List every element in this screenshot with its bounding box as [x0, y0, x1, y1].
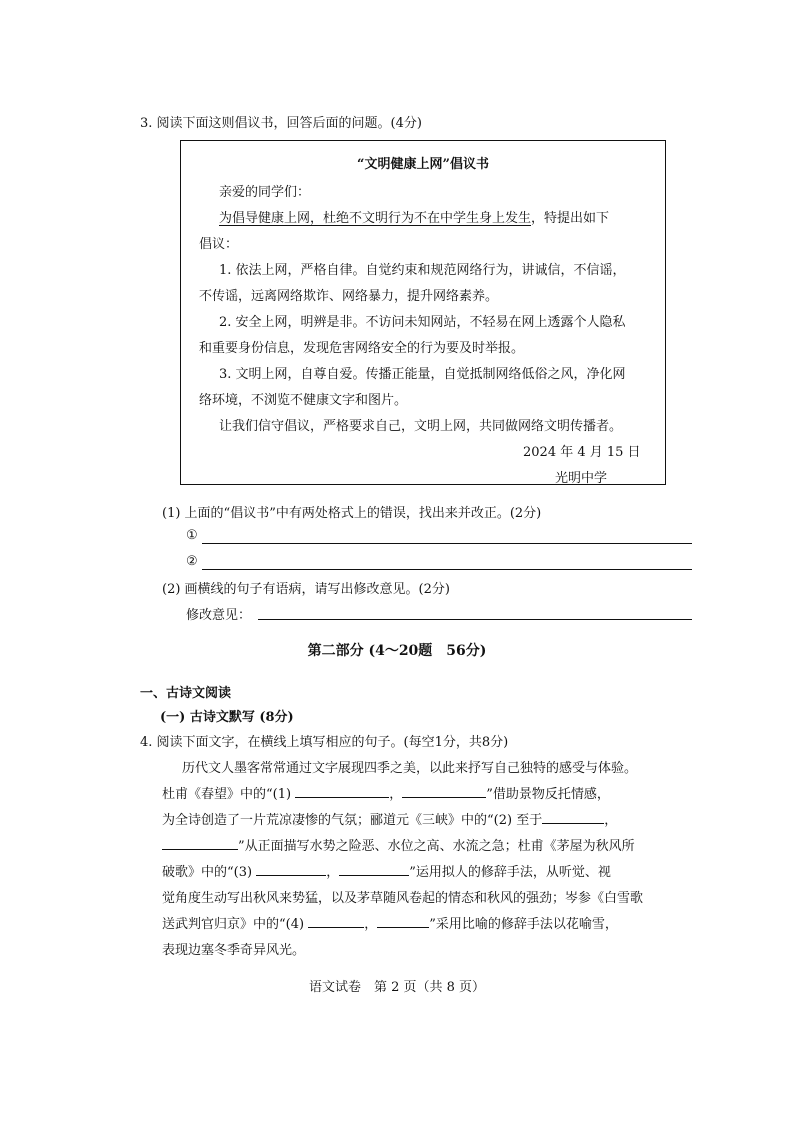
answer-line-2[interactable] [202, 569, 692, 570]
q4-line2-c: ”借助景物反托情感， [486, 787, 610, 802]
revision-line[interactable] [258, 619, 692, 620]
q4-line1: 历代文人墨客常常通过文字展现四季之美，以此来抒写自己独特的感受与体验。 [182, 761, 638, 776]
sub1-prompt: (1) 上面的“倡议书”中有两处格式上的错误，找出来并改正。(2分) [162, 506, 542, 521]
proposal-signature: 光明中学 [555, 471, 608, 486]
q4-line3 [162, 809, 617, 828]
q4-line2-a: 杜甫《春望》中的“(1) [162, 787, 292, 802]
q4-line3-comma: ， [604, 813, 618, 828]
page-footer: 语文试卷 第 2 页（共 8 页） [308, 980, 486, 995]
section1-heading: 一、古诗文阅读 [140, 686, 232, 701]
proposal-item3-line2: 络环境，不浏览不健康文字和图片。 [199, 393, 408, 408]
revision-label: 修改意见： [186, 608, 252, 623]
blank-1a[interactable] [295, 785, 389, 798]
question3-prompt: 3. 阅读下面这则倡议书，回答后面的问题。(4分) [140, 116, 422, 131]
blank-4a[interactable] [308, 915, 364, 928]
proposal-item3-line1: 3. 文明上网，自尊自爱。传播正能量，自觉抵制网络低俗之风，净化网 [219, 367, 626, 382]
q4-line7 [162, 913, 618, 932]
answer-mark-1: ① [186, 528, 198, 543]
q4-line4-a: ”从正面描写水势之险恶、水位之高、水流之急；杜甫《茅屋为秋风所 [238, 839, 635, 854]
answer-line-1[interactable] [202, 543, 692, 544]
question4-prompt: 4. 阅读下面文字，在横线上填写相应的句子。(每空1分，共8分) [140, 735, 509, 750]
q4-line4 [162, 835, 635, 854]
underlined-sentence: 为倡导健康上网，杜绝不文明行为不在中学生身上发生 [219, 211, 532, 226]
q4-line5-a: 破歌》中的“(3) [162, 865, 253, 880]
q4-line7-c: ”采用比喻的修辞手法以花喻雪， [429, 917, 618, 932]
blank-3a[interactable] [256, 863, 326, 876]
proposal-item2-line1: 2. 安全上网，明辨是非。不访问未知网站，不轻易在网上透露个人隐私 [219, 315, 626, 330]
proposal-intro-line2: 倡议： [199, 237, 239, 252]
proposal-date: 2024 年 4 月 15 日 [523, 445, 641, 460]
q4-line2 [162, 783, 610, 802]
q4-line6: 觉角度生动写出秋风来势猛，以及茅草随风卷起的情态和秋风的强劲；岑参《白雪歌 [162, 891, 644, 906]
blank-2a[interactable] [542, 811, 604, 824]
q4-line5-comma: ， [326, 865, 340, 880]
q4-line5 [162, 861, 611, 880]
proposal-box [180, 140, 666, 485]
proposal-item1-line2: 不传谣，远离网络欺诈、网络暴力，提升网络素养。 [199, 289, 499, 304]
proposal-closing: 让我们信守倡议，严格要求自己，文明上网，共同做网络文明传播者。 [219, 419, 623, 434]
q4-line3-a: 为全诗创造了一片荒凉凄惨的气氛；郦道元《三峡》中的“(2) 至于 [162, 813, 543, 828]
q4-line2-comma: ， [389, 787, 403, 802]
q4-line5-c: ”运用拟人的修辞手法，从听觉、视 [409, 865, 611, 880]
sub2-prompt: (2) 画横线的句子有语病，请写出修改意见。(2分) [162, 582, 450, 597]
q4-line7-comma: ， [364, 917, 378, 932]
proposal-intro [219, 207, 651, 226]
proposal-title: “文明健康上网”倡议书 [357, 157, 489, 172]
blank-4b[interactable] [377, 915, 429, 928]
answer-mark-2: ② [186, 554, 198, 569]
q4-line7-a: 送武判官归京》中的“(4) [162, 917, 305, 932]
blank-3b[interactable] [339, 863, 409, 876]
intro-rest: ，特提出如下 [531, 211, 610, 226]
subsection1-heading: (一) 古诗文默写 (8分) [160, 710, 294, 725]
blank-1b[interactable] [402, 785, 486, 798]
proposal-greeting: 亲爱的同学们： [219, 185, 311, 200]
blank-2b[interactable] [162, 837, 238, 850]
proposal-item2-line2: 和重要身份信息，发现危害网络安全的行为要及时举报。 [199, 341, 525, 356]
proposal-item1-line1: 1. 依法上网，严格自律。自觉约束和规范网络行为，讲诚信，不信谣， [219, 263, 626, 278]
q4-line8: 表现边塞冬季奇异风光。 [162, 943, 306, 958]
part2-heading: 第二部分 (4～20题 56分) [307, 643, 487, 659]
